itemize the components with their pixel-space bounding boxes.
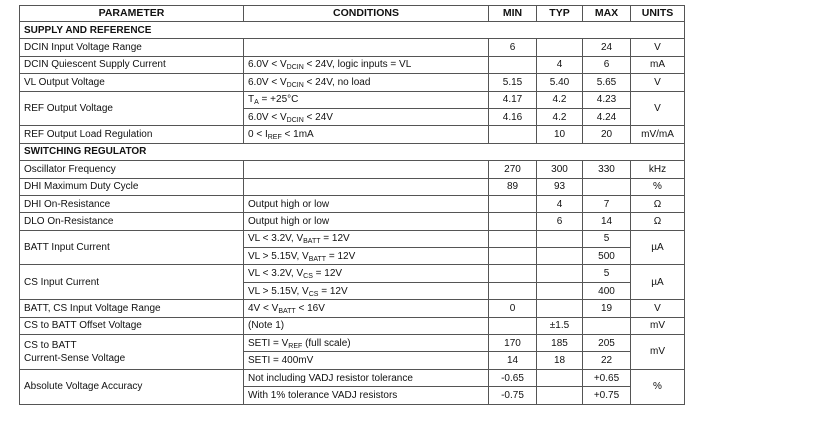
conditions-cell [244,161,489,178]
table-body [20,22,685,405]
max-cell: +0.75 [583,387,631,404]
units-cell: Ω [631,213,685,230]
conditions-cell: VL > 5.15V, $V_{CS} = 12V$ [244,282,489,299]
typ-cell: 4 [537,195,583,212]
table-row [20,91,685,108]
units-cell: V [631,300,685,317]
parameter-cell: DHI On-Resistance [20,195,244,212]
conditions-cell: $6.0V < V_{DCIN} < 24V$ [244,108,489,125]
units-cell: % [631,178,685,195]
min-cell [489,282,537,299]
typ-cell: 4.2 [537,91,583,108]
units-cell: mV [631,317,685,334]
conditions-cell: (Note 1) [244,317,489,334]
typ-cell: 4.2 [537,108,583,125]
typ-cell [537,387,583,404]
min-cell [489,126,537,143]
conditions-cell: VL < 3.2V, $V_{CS} = 12V$ [244,265,489,282]
units-cell: Ω [631,195,685,212]
section-title: SWITCHING REGULATOR [20,143,685,160]
conditions-cell [244,178,489,195]
parameter-cell: DLO On-Resistance [20,213,244,230]
parameter-cell: REF Output Load Regulation [20,126,244,143]
header-row [20,6,685,22]
typ-cell [537,39,583,56]
units-cell: µA [631,265,685,300]
parameter-cell: BATT Input Current [20,230,244,265]
conditions-cell: With 1% tolerance VADJ resistors [244,387,489,404]
table-row [20,56,685,73]
table-row [20,369,685,386]
parameter-header: PARAMETER [20,6,244,22]
min-cell: 170 [489,335,537,352]
max-cell: 500 [583,248,631,265]
table-row [20,230,685,247]
table-row [20,126,685,143]
typ-cell: 4 [537,56,583,73]
table-row [20,178,685,195]
max-cell [583,178,631,195]
min-cell: 4.16 [489,108,537,125]
units-cell: % [631,369,685,404]
min-cell: 5.15 [489,74,537,91]
table-row [20,161,685,178]
max-cell: 400 [583,282,631,299]
parameter-cell: CS to BATT Current-Sense Voltage [20,335,244,370]
min-cell [489,317,537,334]
min-cell [489,213,537,230]
conditions-cell: Not including VADJ resistor tolerance [244,369,489,386]
min-cell: 0 [489,300,537,317]
max-cell: 5.65 [583,74,631,91]
max-cell: 20 [583,126,631,143]
typ-cell [537,369,583,386]
units-cell: kHz [631,161,685,178]
typ-cell: 10 [537,126,583,143]
table-row [20,213,685,230]
max-cell: 6 [583,56,631,73]
section-row [20,22,685,39]
min-header: MIN [489,6,537,22]
conditions-cell: Output high or low [244,195,489,212]
parameter-cell: DCIN Quiescent Supply Current [20,56,244,73]
table-row [20,335,685,352]
table-row [20,265,685,282]
typ-header: TYP [537,6,583,22]
typ-cell [537,282,583,299]
parameter-cell: REF Output Voltage [20,91,244,126]
table-row [20,195,685,212]
min-cell: 4.17 [489,91,537,108]
conditions-cell [244,39,489,56]
conditions-header: CONDITIONS [244,6,489,22]
min-cell: 270 [489,161,537,178]
max-cell: 7 [583,195,631,212]
min-cell: -0.75 [489,387,537,404]
max-cell: 330 [583,161,631,178]
conditions-cell: SETI = 400mV [244,352,489,369]
max-cell: 19 [583,300,631,317]
max-cell: 5 [583,230,631,247]
parameter-cell: BATT, CS Input Voltage Range [20,300,244,317]
units-cell: µA [631,230,685,265]
units-cell: mV/mA [631,126,685,143]
conditions-cell: $6.0V < V_{DCIN} < 24V$, logic inputs = VL [244,56,489,73]
max-cell [583,317,631,334]
max-cell: +0.65 [583,369,631,386]
max-cell: 4.24 [583,108,631,125]
typ-cell: ±1.5 [537,317,583,334]
max-cell: 14 [583,213,631,230]
typ-cell: 93 [537,178,583,195]
max-cell: 24 [583,39,631,56]
conditions-cell: $4V < V_{BATT} < 16V$ [244,300,489,317]
units-cell: mV [631,335,685,370]
parameter-cell: DHI Maximum Duty Cycle [20,178,244,195]
units-header: UNITS [631,6,685,22]
min-cell: 14 [489,352,537,369]
table-row [20,300,685,317]
typ-cell: 18 [537,352,583,369]
parameter-cell: Oscillator Frequency [20,161,244,178]
table-row [20,317,685,334]
typ-cell [537,248,583,265]
units-cell: V [631,74,685,91]
max-cell: 205 [583,335,631,352]
conditions-cell: VL > 5.15V, $V_{BATT} = 12V$ [244,248,489,265]
max-cell: 4.23 [583,91,631,108]
min-cell: -0.65 [489,369,537,386]
section-row [20,143,685,160]
conditions-cell: $0 < I_{REF} < 1mA$ [244,126,489,143]
parameter-cell: VL Output Voltage [20,74,244,91]
parameter-cell: Absolute Voltage Accuracy [20,369,244,404]
parameter-cell: CS Input Current [20,265,244,300]
parameter-cell: DCIN Input Voltage Range [20,39,244,56]
typ-cell [537,300,583,317]
units-cell: V [631,91,685,126]
min-cell [489,195,537,212]
units-cell: mA [631,56,685,73]
conditions-cell: $6.0V < V_{DCIN} < 24V$, no load [244,74,489,91]
section-title: SUPPLY AND REFERENCE [20,22,685,39]
electrical-characteristics-table [19,5,685,405]
min-cell: 6 [489,39,537,56]
conditions-cell: $T_A = +25^\circ C$ [244,91,489,108]
typ-cell: 6 [537,213,583,230]
table-row [20,39,685,56]
conditions-cell: VL < 3.2V, $V_{BATT} = 12V$ [244,230,489,247]
parameter-cell: CS to BATT Offset Voltage [20,317,244,334]
typ-cell: 185 [537,335,583,352]
typ-cell [537,265,583,282]
min-cell [489,230,537,247]
typ-cell: 5.40 [537,74,583,91]
max-cell: 22 [583,352,631,369]
typ-cell [537,230,583,247]
min-cell [489,265,537,282]
max-cell: 5 [583,265,631,282]
min-cell [489,56,537,73]
max-header: MAX [583,6,631,22]
typ-cell: 300 [537,161,583,178]
min-cell [489,248,537,265]
conditions-cell: Output high or low [244,213,489,230]
units-cell: V [631,39,685,56]
table-row [20,74,685,91]
min-cell: 89 [489,178,537,195]
conditions-cell: SETI = $V_{REF}$ (full scale) [244,335,489,352]
